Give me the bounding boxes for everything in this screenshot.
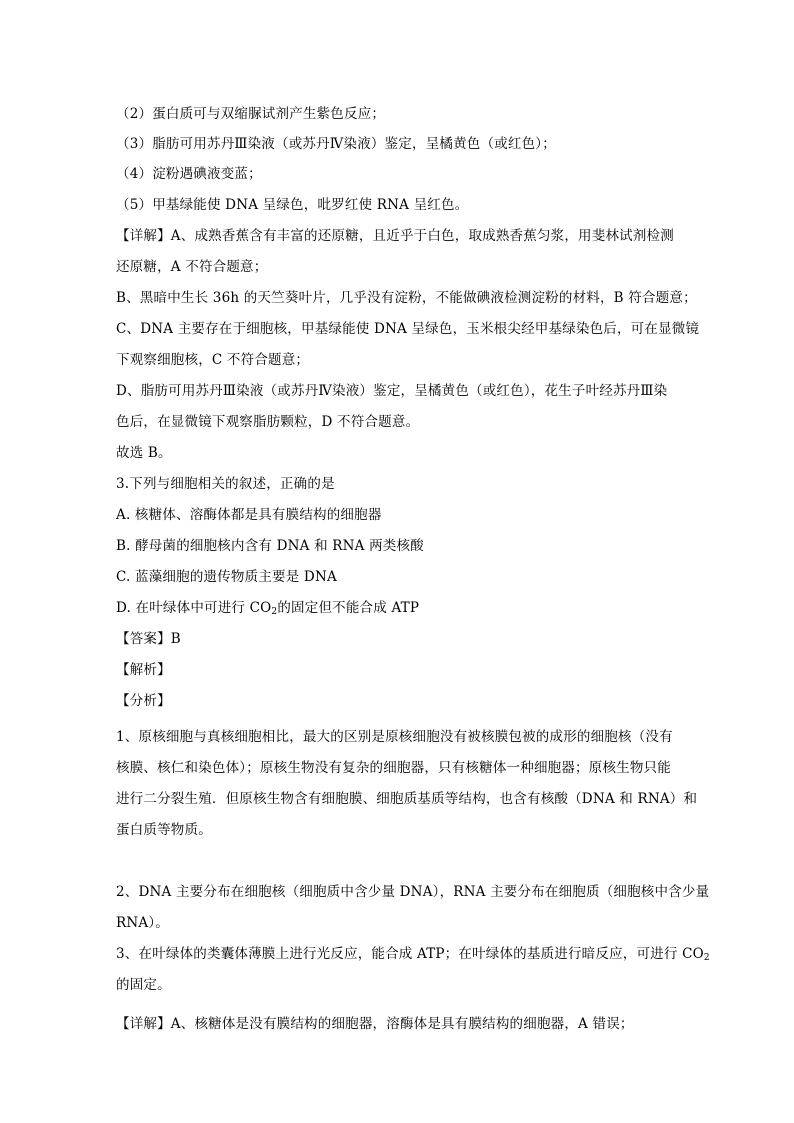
- option-c: C. 蓝藻细胞的遗传物质主要是 DNA: [116, 569, 337, 585]
- text-line: [116, 944, 710, 964]
- text-line: （5）甲基绿能使 DNA 呈绿色，吡罗红使 RNA 呈红色。: [116, 197, 469, 213]
- text-line: 【详解】A、核糖体是没有膜结构的细胞器，溶酶体是具有膜结构的细胞器，A 错误；: [116, 1016, 634, 1032]
- text-line: 核膜、核仁和染色体）；原核生物没有复杂的细胞器，只有核糖体一种细胞器；原核生物只能: [116, 760, 671, 776]
- text-line: 下观察细胞核，C 不符合题意；: [116, 352, 310, 368]
- text-line: C、DNA 主要存在于细胞核，甲基绿能使 DNA 呈绿色，玉米根尖经甲基绿染色后，可在显微镜: [116, 321, 700, 337]
- text-line: 【详解】A、成熟香蕉含有丰富的还原糖，且近乎于白色，取成熟香蕉匀浆，用斐林试剂检测: [116, 228, 674, 244]
- text-part1: 3、在叶绿体的类囊体薄膜上进行光反应，能合成 ATP；在叶绿体的基质进行暗反应，可进行 CO: [116, 946, 704, 962]
- text-line: （4）淀粉遇碘液变蓝；: [116, 166, 262, 182]
- text-line: 2、DNA 主要分布在细胞核（细胞质中含少量 DNA），RNA 主要分布在细胞质（细胞核中含少量: [116, 884, 710, 900]
- option-d-part2: 的固定但不能合成 ATP: [277, 600, 420, 616]
- question-title: 3.下列与细胞相关的叙述，正确的是: [116, 476, 335, 492]
- analysis-heading: 【解析】: [116, 662, 171, 678]
- text-line: 色后，在显微镜下观察脂肪颗粒，D 不符合题意。: [116, 414, 420, 430]
- subscript: 2: [703, 953, 710, 963]
- option-a: A. 核糖体、溶酶体都是具有膜结构的细胞器: [116, 507, 382, 523]
- text-line: B、黑暗中生长 36h 的天竺葵叶片，几乎没有淀粉，不能做碘液检测淀粉的材料，B 符合题意；: [116, 290, 697, 306]
- text-line: D、脂肪可用苏丹Ⅲ染液（或苏丹Ⅳ染液）鉴定，呈橘黄色（或红色），花生子叶经苏丹Ⅲ染: [116, 383, 668, 399]
- text-line: 1、原核细胞与真核细胞相比，最大的区别是原核细胞没有被核膜包被的成形的细胞核（没有: [116, 729, 673, 745]
- text-line: 蛋白质等物质。: [116, 822, 212, 838]
- option-d-part1: D. 在叶绿体中可进行 CO: [116, 600, 272, 616]
- text-line: RNA）。: [116, 915, 169, 931]
- text-line: 故选 B。: [116, 445, 172, 461]
- answer-heading: 【答案】B: [116, 631, 181, 647]
- text-line: （3）脂肪可用苏丹Ⅲ染液（或苏丹Ⅳ染液）鉴定，呈橘黄色（或红色）；: [116, 136, 556, 152]
- subscript: 2: [271, 607, 278, 617]
- text-line: 还原糖，A 不符合题意；: [116, 259, 268, 275]
- option-b: B. 酵母菌的细胞核内含有 DNA 和 RNA 两类核酸: [116, 538, 424, 554]
- option-d: [116, 598, 696, 618]
- text-line: 的固定。: [116, 977, 171, 993]
- text-line: 进行二分裂生殖．但原核生物含有细胞膜、细胞质基质等结构，也含有核酸（DNA 和 RNA）和: [116, 791, 698, 807]
- analysis-subheading: 【分析】: [116, 693, 171, 709]
- text-line: （2）蛋白质可与双缩脲试剂产生紫色反应；: [116, 106, 386, 122]
